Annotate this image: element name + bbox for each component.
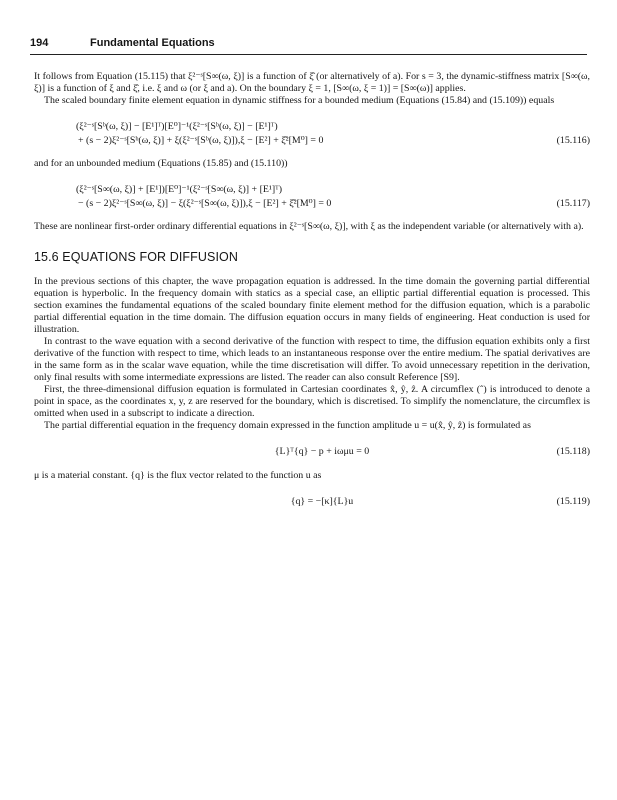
- equation-15-118: [34, 445, 590, 459]
- paragraph-flux: μ is a material constant. {q} is the flux vector related to the function u as: [34, 469, 322, 481]
- equation-number-15-119: (15.119): [556, 495, 590, 507]
- paragraph-unbounded-medium: and for an unbounded medium (Equations (15.85) and (15.110)): [34, 158, 288, 169]
- page-number: 194: [30, 37, 49, 49]
- page-body: [34, 71, 590, 519]
- paragraph-bounded-medium: The scaled boundary finite element equation in dynamic stiffness for a bounded medium (Equations (15.84) and (15.109)) equals: [44, 95, 555, 106]
- paragraph-nonlinear: These are nonlinear first-order ordinary differential equations in ξ²⁻ˢ[S∞(ω, ξ)], with ξ as the independent variable (or alternatively with a).: [34, 221, 584, 232]
- paragraph-intro: It follows from Equation (15.115) that ξ²⁻ˢ[S∞(ω, ξ)] is a function of ξ̂ (or alternatively of a). For s = 3, the dynamic-stiffness matrix [S∞(ω, ξ)] is a function of ξ and ξ̂, i.e. ξ and ω (or ξ and a). On the boundary ξ = 1, [S∞(ω, ξ = 1)] = [S∞(ω)] applies.: [34, 71, 590, 94]
- equation-15-117: [34, 183, 590, 210]
- paragraph-cartesian: First, the three-dimensional diffusion equation is formulated in Cartesian coordinates x̂, ŷ, ẑ. A circumflex (ˆ) is introduced to denote a point in space, as the coordinates x, y, z are reserved for the boundary, which is discretised. To simplify the nomenclature, the circumflex is omitted when used in a subscript to indicate a direction.: [34, 384, 590, 419]
- equation-15-119: [34, 495, 590, 509]
- paragraph-pde: The partial differential equation in the frequency domain expressed in the function amplitude u = u(x̂, ŷ, ẑ) is formulated as: [44, 420, 531, 431]
- equation-number-15-118: (15.118): [556, 446, 590, 457]
- equation-15-118-line-1: {L}ᵀ{q} − p + iωμu = 0: [274, 446, 370, 457]
- paragraph-contrast: In contrast to the wave equation with a second derivative of the function with respect to time, the diffusion equation exhibits only a first derivative of the function with respect to time, which leads to an instantaneous response over the entire medium. The spatial derivatives are in the same form as in the scalar wave equation, while the time discretisation will differ. To avoid unnecessary repetition in the derivation, only final results with some intermediate expressions are listed. The reader can also consult Reference [S9].: [34, 336, 590, 383]
- equation-15-119-line-1: {q} = −[κ]{L}u: [290, 495, 354, 507]
- equation-15-117-line-2: − (s − 2)ξ²⁻ˢ[S∞(ω, ξ)] − ξ(ξ²⁻ˢ[S∞(ω, ξ)]),ξ − [E²] + ξ̂²[M⁰] = 0: [78, 197, 332, 209]
- running-head: [30, 37, 587, 55]
- equation-15-116: [34, 120, 590, 147]
- running-title: Fundamental Equations: [90, 37, 215, 49]
- equation-15-116-line-1: (ξ²⁻ˢ[Sᵇ(ω, ξ)] − [E¹]ᵀ)[E⁰]⁻¹(ξ²⁻ˢ[Sᵇ(ω, ξ)] − [E¹]ᵀ): [76, 121, 278, 132]
- paragraph-diffusion-intro: In the previous sections of this chapter, the wave propagation equation is addressed. In the time domain the governing partial differential equation is hyperbolic. In the frequency domain with statics as a special case, an elliptic partial differential equation is processed. This section examines the fundamental equations of the scaled boundary finite element method for the diffusion equation, which is a parabolic partial differential equation in the time domain. The diffusion equation occurs in many fields of engineering. Heat conduction is used for illustration.: [34, 276, 590, 335]
- section-heading: 15.6 EQUATIONS FOR DIFFUSION: [34, 250, 238, 264]
- equation-number-15-116: (15.116): [556, 134, 590, 146]
- equation-15-116-line-2: + (s − 2)ξ²⁻ˢ[Sᵇ(ω, ξ)] + ξ(ξ²⁻ˢ[Sᵇ(ω, ξ)]),ξ − [E²] + ξ̂²[M⁰] = 0: [78, 134, 324, 146]
- equation-15-117-line-1: (ξ²⁻ˢ[S∞(ω, ξ)] + [E¹])[E⁰]⁻¹(ξ²⁻ˢ[S∞(ω, ξ)] + [E¹]ᵀ): [76, 184, 283, 195]
- equation-number-15-117: (15.117): [556, 197, 590, 209]
